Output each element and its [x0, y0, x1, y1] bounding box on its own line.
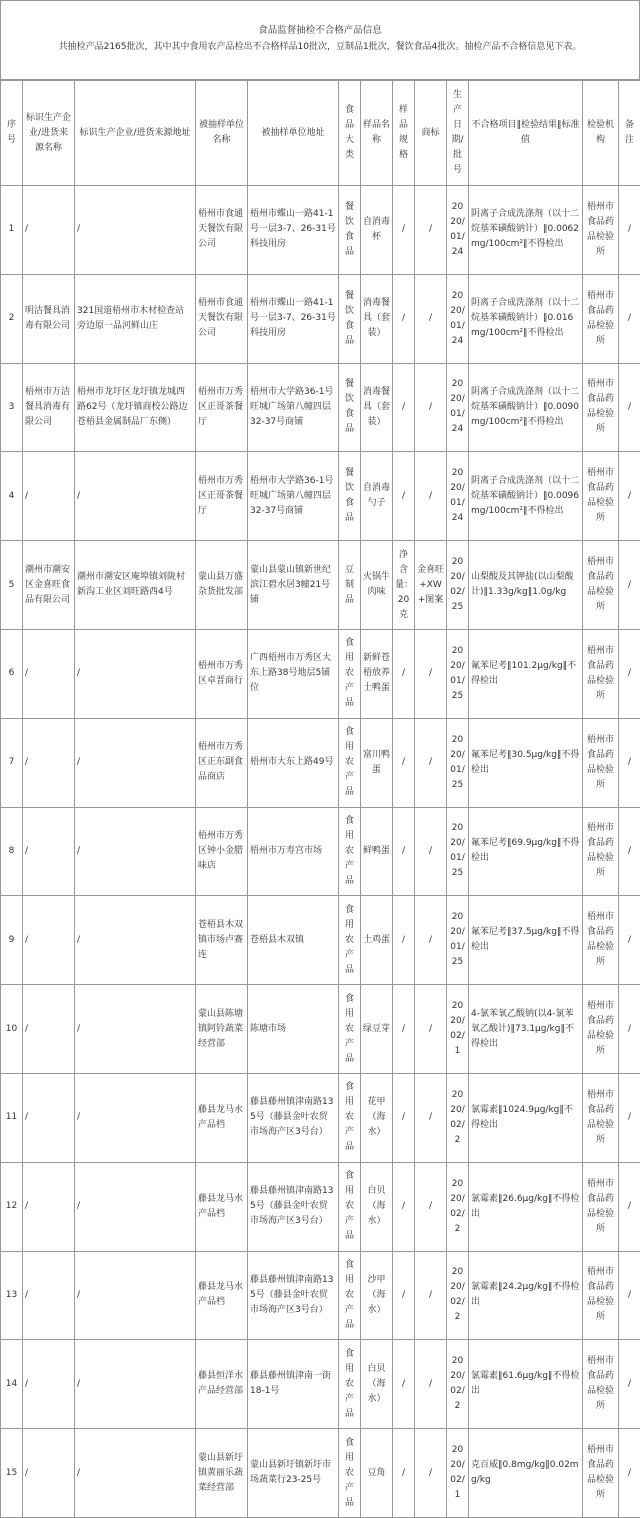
table-row [1, 718, 640, 807]
cell-failed-item: 阴离子合成洗涤剂（以十二烷基苯磺酸钠计）‖0.016mg/100cm²‖不得检出 [469, 274, 583, 363]
cell-testing-agency: 梧州市食品药品检验所 [583, 896, 619, 985]
cell-production-date: 2020/01/25 [447, 629, 469, 718]
cell-food-category: 食用农产品 [339, 807, 361, 896]
cell-sampled-unit-address: 蒙山县蒙山镇新世纪滨江碧水居3幢21号铺 [248, 541, 339, 630]
cell-trademark: / [415, 807, 447, 896]
cell-trademark: / [415, 363, 447, 452]
cell-index: 1 [1, 186, 23, 275]
cell-remarks: / [619, 985, 640, 1074]
cell-source-address: / [75, 985, 196, 1074]
cell-sampled-unit-name: 藤县龙马水产品档 [196, 1251, 248, 1340]
cell-source-name: 明洁餐具消毒有限公司 [23, 274, 75, 363]
cell-sampled-unit-name: 藤县恒洋水产品经营部 [196, 1340, 248, 1429]
cell-sampled-unit-address: 藤县藤州镇津南路135号（藤县金叶农贸市场海产区3号台） [248, 1162, 339, 1251]
cell-sample-name: 白贝（海水） [361, 1162, 393, 1251]
cell-sampled-unit-name: 梧州市食通天餐饮有限公司 [196, 274, 248, 363]
table-row [1, 629, 640, 718]
cell-index: 3 [1, 363, 23, 452]
cell-trademark: / [415, 1429, 447, 1518]
cell-sample-spec: / [393, 1162, 415, 1251]
cell-trademark: / [415, 1162, 447, 1251]
cell-source-address: / [75, 1251, 196, 1340]
cell-testing-agency: 梧州市食品药品检验所 [583, 807, 619, 896]
cell-sampled-unit-name: 苍梧县木双镇市场卢赛连 [196, 896, 248, 985]
cell-index: 4 [1, 452, 23, 541]
cell-trademark: / [415, 896, 447, 985]
cell-sample-spec: / [393, 1340, 415, 1429]
cell-source-name: / [23, 1340, 75, 1429]
cell-source-name: / [23, 186, 75, 275]
cell-source-address: / [75, 896, 196, 985]
cell-remarks: / [619, 1429, 640, 1518]
cell-sampled-unit-name: 梧州市万秀区正哥茶餐厅 [196, 363, 248, 452]
cell-source-name: 梧州市万洁餐具消毒有限公司 [23, 363, 75, 452]
cell-remarks: / [619, 1251, 640, 1340]
column-header-source-name: 标识生产企业/进货来源名称 [23, 81, 75, 186]
cell-remarks: / [619, 363, 640, 452]
cell-index: 6 [1, 629, 23, 718]
cell-source-name: / [23, 629, 75, 718]
cell-remarks: / [619, 274, 640, 363]
cell-sampled-unit-address: 梧州市大学路36-1号旺城广场第八幢四层32-37号商铺 [248, 452, 339, 541]
cell-testing-agency: 梧州市食品药品检验所 [583, 274, 619, 363]
table-row [1, 452, 640, 541]
cell-sample-spec: / [393, 1429, 415, 1518]
cell-source-name: / [23, 985, 75, 1074]
cell-sample-name: 自消毒杯 [361, 186, 393, 275]
column-header-production-date: 生产日期/批号 [447, 81, 469, 186]
cell-sample-name: 自消毒勺子 [361, 452, 393, 541]
cell-sample-name: 花甲（海水） [361, 1073, 393, 1162]
cell-sampled-unit-address: 广西梧州市万秀区大东上路38号地层5铺位 [248, 629, 339, 718]
cell-production-date: 2020/01/24 [447, 274, 469, 363]
table-row [1, 1162, 640, 1251]
cell-source-address: / [75, 1429, 196, 1518]
cell-sampled-unit-address: 藤县藤州镇津南一街18-1号 [248, 1340, 339, 1429]
column-header-food-category: 食品大类 [339, 81, 361, 186]
column-header-sample-name: 样品名称 [361, 81, 393, 186]
cell-production-date: 2020/02/2 [447, 1162, 469, 1251]
cell-failed-item: 4-氯苯氧乙酸钠(以4-氯苯氧乙酸计)‖73.1μg/kg‖不得检出 [469, 985, 583, 1074]
cell-food-category: 餐饮食品 [339, 274, 361, 363]
cell-remarks: / [619, 1162, 640, 1251]
column-header-sample-spec: 样品规格 [393, 81, 415, 186]
cell-trademark: / [415, 1251, 447, 1340]
cell-sample-spec: 净含量：20克 [393, 541, 415, 630]
cell-sampled-unit-name: 藤县龙马水产品档 [196, 1073, 248, 1162]
cell-remarks: / [619, 896, 640, 985]
cell-remarks: / [619, 807, 640, 896]
cell-production-date: 2020/01/25 [447, 807, 469, 896]
cell-remarks: / [619, 1340, 640, 1429]
cell-testing-agency: 梧州市食品药品检验所 [583, 1340, 619, 1429]
table-row [1, 363, 640, 452]
cell-source-address: / [75, 1340, 196, 1429]
cell-testing-agency: 梧州市食品药品检验所 [583, 718, 619, 807]
cell-source-address: 潮州市潮安区庵埠镇刘陇村新沟工业区刘旺路西4号 [75, 541, 196, 630]
cell-sampled-unit-name: 蒙山县新圩镇黄丽乐蔬菜经营部 [196, 1429, 248, 1518]
cell-remarks: / [619, 718, 640, 807]
cell-remarks: / [619, 452, 640, 541]
cell-source-name: / [23, 718, 75, 807]
unqualified-products-table [0, 80, 640, 1518]
cell-sample-name: 沙甲（海水） [361, 1251, 393, 1340]
cell-sampled-unit-address: 陈塘市场 [248, 985, 339, 1074]
cell-trademark: / [415, 274, 447, 363]
cell-sampled-unit-address: 梧州市大学路36-1号旺城广场第八幢四层32-37号商铺 [248, 363, 339, 452]
cell-sampled-unit-address: 藤县藤州镇津南路135号（藤县金叶农贸市场海产区3号台） [248, 1073, 339, 1162]
cell-failed-item: 氯霉素‖26.6μg/kg‖不得检出 [469, 1162, 583, 1251]
cell-sample-name: 消毒餐具（套装） [361, 274, 393, 363]
table-row [1, 807, 640, 896]
cell-failed-item: 氯霉素‖1024.9μg/kg‖不得检出 [469, 1073, 583, 1162]
cell-failed-item: 氟苯尼考‖30.5μg/kg‖不得检出 [469, 718, 583, 807]
cell-trademark: / [415, 452, 447, 541]
cell-sample-name: 消毒餐具（套装） [361, 363, 393, 452]
cell-production-date: 2020/02/25 [447, 541, 469, 630]
cell-source-name: / [23, 1251, 75, 1340]
cell-failed-item: 阴离子合成洗涤剂（以十二烷基苯磺酸钠计）‖0.0090mg/100cm²‖不得检出 [469, 363, 583, 452]
cell-sample-spec: / [393, 1073, 415, 1162]
cell-sample-spec: / [393, 452, 415, 541]
cell-source-address: / [75, 718, 196, 807]
cell-sampled-unit-address: 梧州市蝶山一路41-1号一层3-7、26-31号科技用房 [248, 186, 339, 275]
cell-index: 9 [1, 896, 23, 985]
table-row [1, 1429, 640, 1518]
cell-testing-agency: 梧州市食品药品检验所 [583, 363, 619, 452]
cell-testing-agency: 梧州市食品药品检验所 [583, 1429, 619, 1518]
cell-testing-agency: 梧州市食品药品检验所 [583, 1251, 619, 1340]
cell-production-date: 2020/02/1 [447, 1429, 469, 1518]
table-row [1, 274, 640, 363]
cell-failed-item: 氯霉素‖24.2μg/kg‖不得检出 [469, 1251, 583, 1340]
cell-trademark: / [415, 985, 447, 1074]
cell-testing-agency: 梧州市食品药品检验所 [583, 985, 619, 1074]
cell-remarks: / [619, 186, 640, 275]
cell-index: 11 [1, 1073, 23, 1162]
cell-sample-name: 富川鸭蛋 [361, 718, 393, 807]
cell-sampled-unit-address: 梧州市大东上路49号 [248, 718, 339, 807]
column-header-failed-item: 不合格项目‖检验结果‖标准值 [469, 81, 583, 186]
column-header-trademark: 商标 [415, 81, 447, 186]
cell-source-name: / [23, 1162, 75, 1251]
cell-remarks: / [619, 541, 640, 630]
cell-sample-spec: / [393, 985, 415, 1074]
cell-sampled-unit-address: 蒙山县新圩镇新圩市场蔬菜行23-25号 [248, 1429, 339, 1518]
cell-testing-agency: 梧州市食品药品检验所 [583, 452, 619, 541]
cell-testing-agency: 梧州市食品药品检验所 [583, 629, 619, 718]
table-row [1, 1251, 640, 1340]
cell-food-category: 食用农产品 [339, 1251, 361, 1340]
cell-sample-spec: / [393, 1251, 415, 1340]
cell-sample-name: 火锅牛肉味 [361, 541, 393, 630]
cell-testing-agency: 梧州市食品药品检验所 [583, 1162, 619, 1251]
cell-sample-name: 新鲜苍梧放养土鸭蛋 [361, 629, 393, 718]
cell-food-category: 食用农产品 [339, 629, 361, 718]
cell-food-category: 食用农产品 [339, 896, 361, 985]
cell-source-address: 梧州市龙圩区龙圩镇龙城西路62号（龙圩镇商校公路边苍梧县金属制品厂东侧） [75, 363, 196, 452]
cell-sampled-unit-address: 梧州市万寿宫市场 [248, 807, 339, 896]
cell-sample-spec: / [393, 896, 415, 985]
column-header-sampled-unit-address: 被抽样单位地址 [248, 81, 339, 186]
cell-source-address: / [75, 807, 196, 896]
cell-trademark: / [415, 186, 447, 275]
cell-sampled-unit-name: 梧州市万秀区钟小金腊味店 [196, 807, 248, 896]
cell-trademark: / [415, 1073, 447, 1162]
cell-sampled-unit-name: 梧州市食通天餐饮有限公司 [196, 186, 248, 275]
cell-production-date: 2020/02/2 [447, 1251, 469, 1340]
cell-sampled-unit-name: 梧州市万秀区卓晋商行 [196, 629, 248, 718]
table-row [1, 186, 640, 275]
cell-source-address: / [75, 629, 196, 718]
cell-sampled-unit-name: 梧州市万秀区正东副食品商店 [196, 718, 248, 807]
cell-food-category: 食用农产品 [339, 1340, 361, 1429]
cell-source-name: / [23, 452, 75, 541]
table-row [1, 1073, 640, 1162]
cell-source-address: / [75, 452, 196, 541]
cell-production-date: 2020/02/2 [447, 1073, 469, 1162]
cell-food-category: 食用农产品 [339, 1073, 361, 1162]
cell-index: 8 [1, 807, 23, 896]
cell-source-address: / [75, 186, 196, 275]
cell-food-category: 餐饮食品 [339, 186, 361, 275]
cell-trademark: / [415, 1340, 447, 1429]
cell-production-date: 2020/01/25 [447, 718, 469, 807]
cell-source-name: / [23, 1073, 75, 1162]
cell-failed-item: 氟苯尼考‖69.9μg/kg‖不得检出 [469, 807, 583, 896]
cell-failed-item: 克百威‖0.8mg/kg‖0.02mg/kg [469, 1429, 583, 1518]
cell-index: 13 [1, 1251, 23, 1340]
table-header-block [0, 0, 640, 80]
column-header-testing-agency: 检验机构 [583, 81, 619, 186]
cell-food-category: 餐饮食品 [339, 363, 361, 452]
table-row [1, 985, 640, 1074]
cell-failed-item: 阴离子合成洗涤剂（以十二烷基苯磺酸钠计）‖0.0062mg/100cm²‖不得检出 [469, 186, 583, 275]
cell-sampled-unit-name: 蒙山县万盛杂货批发部 [196, 541, 248, 630]
cell-sampled-unit-name: 藤县龙马水产品档 [196, 1162, 248, 1251]
column-header-index: 序号 [1, 81, 23, 186]
cell-food-category: 食用农产品 [339, 985, 361, 1074]
cell-index: 10 [1, 985, 23, 1074]
cell-failed-item: 氯霉素‖61.6μg/kg‖不得检出 [469, 1340, 583, 1429]
cell-sampled-unit-address: 梧州市蝶山一路41-1号一层3-7、26-31号科技用房 [248, 274, 339, 363]
cell-source-name: / [23, 1429, 75, 1518]
cell-trademark: 金喜旺+XW+图案 [415, 541, 447, 630]
document-title: 食品监督抽检不合格产品信息 [258, 25, 382, 36]
cell-sample-spec: / [393, 718, 415, 807]
cell-production-date: 2020/02/2 [447, 1340, 469, 1429]
cell-failed-item: 阴离子合成洗涤剂（以十二烷基苯磺酸钠计）‖0.0096mg/100cm²‖不得检出 [469, 452, 583, 541]
cell-production-date: 2020/01/25 [447, 896, 469, 985]
cell-failed-item: 山梨酸及其钾盐(以山梨酸计)‖1.33g/kg‖1.0g/kg [469, 541, 583, 630]
table-head-row [1, 81, 640, 186]
cell-failed-item: 氟苯尼考‖101.2μg/kg‖不得检出 [469, 629, 583, 718]
cell-food-category: 餐饮食品 [339, 452, 361, 541]
cell-production-date: 2020/01/24 [447, 363, 469, 452]
table-row [1, 896, 640, 985]
cell-sample-name: 绿豆芽 [361, 985, 393, 1074]
column-header-remarks: 备注 [619, 81, 640, 186]
cell-index: 15 [1, 1429, 23, 1518]
cell-sample-spec: / [393, 807, 415, 896]
cell-source-name: 潮州市潮安区金喜旺食品有限公司 [23, 541, 75, 630]
table-row [1, 1340, 640, 1429]
cell-sample-name: 豆角 [361, 1429, 393, 1518]
cell-production-date: 2020/01/24 [447, 186, 469, 275]
table-row [1, 541, 640, 630]
cell-food-category: 豆制品 [339, 541, 361, 630]
cell-food-category: 食用农产品 [339, 1429, 361, 1518]
cell-source-name: / [23, 807, 75, 896]
cell-food-category: 食用农产品 [339, 718, 361, 807]
cell-index: 5 [1, 541, 23, 630]
cell-remarks: / [619, 629, 640, 718]
cell-food-category: 食用农产品 [339, 1162, 361, 1251]
cell-sample-spec: / [393, 274, 415, 363]
column-header-source-address: 标识生产企业/进货来源地址 [75, 81, 196, 186]
cell-production-date: 2020/02/1 [447, 985, 469, 1074]
cell-source-address: / [75, 1162, 196, 1251]
cell-sampled-unit-address: 藤县藤州镇津南路135号（藤县金叶农贸市场海产区3号台） [248, 1251, 339, 1340]
cell-source-name: / [23, 896, 75, 985]
cell-source-address: / [75, 1073, 196, 1162]
cell-sampled-unit-name: 梧州市万秀区正哥茶餐厅 [196, 452, 248, 541]
cell-index: 12 [1, 1162, 23, 1251]
cell-sample-name: 鲜鸭蛋 [361, 807, 393, 896]
table-body [1, 186, 640, 1518]
cell-index: 7 [1, 718, 23, 807]
cell-failed-item: 氟苯尼考‖37.5μg/kg‖不得检出 [469, 896, 583, 985]
cell-sample-name: 土鸡蛋 [361, 896, 393, 985]
cell-index: 2 [1, 274, 23, 363]
cell-source-address: 321国道梧州市木材检查站旁边原一品河鲜山庄 [75, 274, 196, 363]
cell-sample-spec: / [393, 629, 415, 718]
column-header-sampled-unit-name: 被抽样单位名称 [196, 81, 248, 186]
cell-sample-name: 白贝（海水） [361, 1340, 393, 1429]
cell-testing-agency: 梧州市食品药品检验所 [583, 541, 619, 630]
cell-trademark: / [415, 718, 447, 807]
cell-sample-spec: / [393, 186, 415, 275]
cell-sampled-unit-address: 苍梧县木双镇 [248, 896, 339, 985]
cell-testing-agency: 梧州市食品药品检验所 [583, 1073, 619, 1162]
cell-testing-agency: 梧州市食品药品检验所 [583, 186, 619, 275]
cell-index: 14 [1, 1340, 23, 1429]
document-summary: 共抽检产品2165批次，其中其中食用农产品检出不合格样品10批次，豆制品1批次，餐饮食品4批次。抽检产品不合格信息见下表。 [58, 42, 582, 52]
cell-trademark: / [415, 629, 447, 718]
cell-production-date: 2020/01/24 [447, 452, 469, 541]
cell-sampled-unit-name: 蒙山县陈塘镇阿铃蔬菜经营部 [196, 985, 248, 1074]
cell-sample-spec: / [393, 363, 415, 452]
cell-remarks: / [619, 1073, 640, 1162]
